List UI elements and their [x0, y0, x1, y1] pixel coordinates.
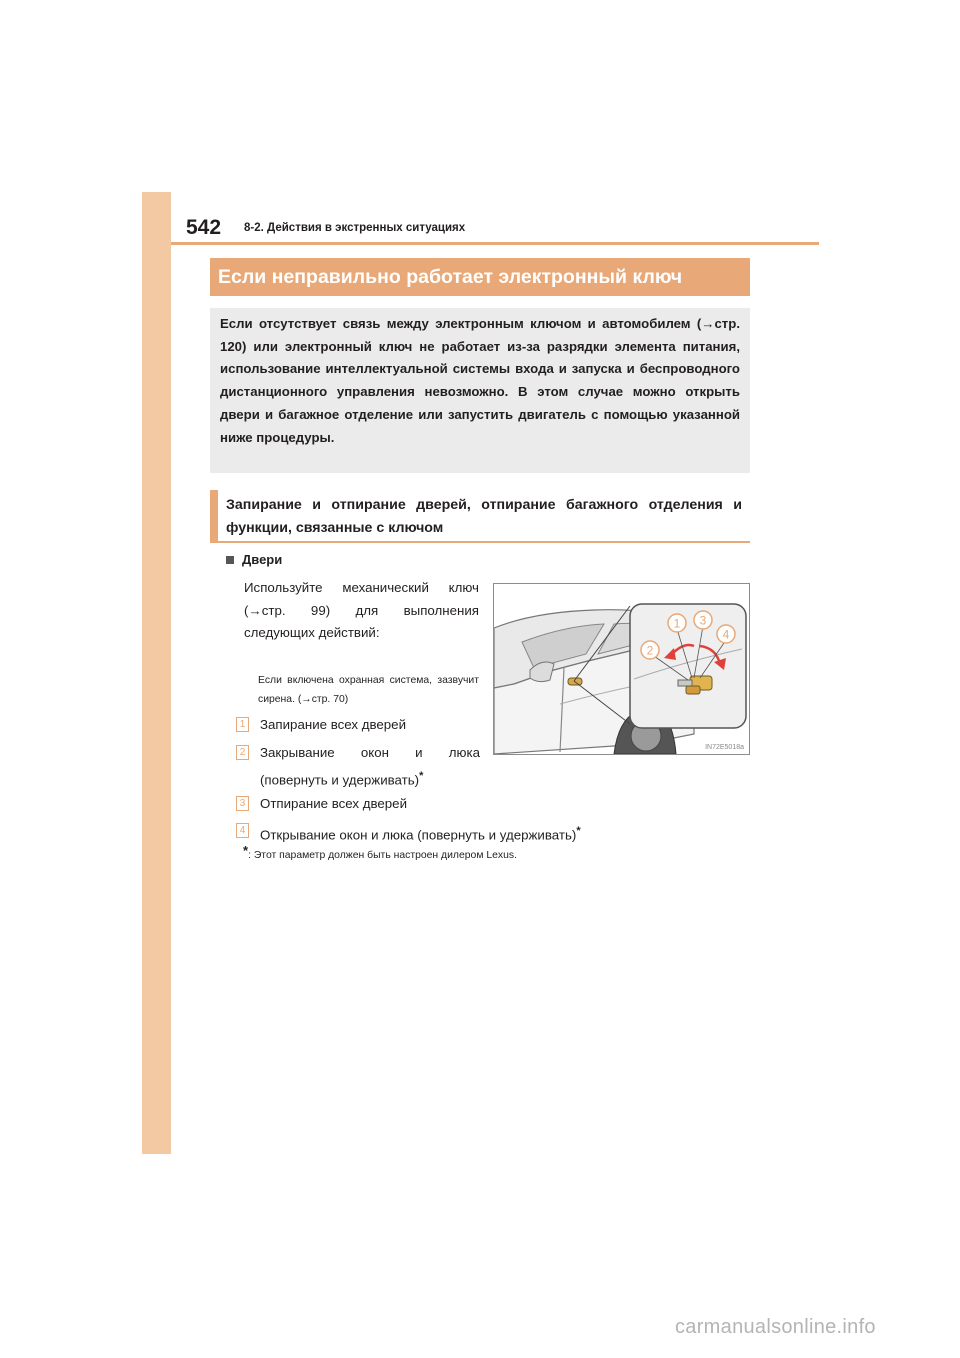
subsection-underline	[218, 541, 750, 543]
intro-box	[210, 308, 750, 473]
page-number: 542	[186, 216, 222, 239]
step-text-1: Запирание всех дверей	[260, 717, 406, 732]
subsection-heading	[210, 490, 750, 543]
watermark: carmanualsonline.info	[675, 1316, 876, 1338]
step-text-4	[260, 820, 716, 847]
car-door-illustration	[494, 584, 749, 754]
step-text-2-body: Закрывание окон и люка (повернуть и удерживать)	[260, 745, 480, 788]
callout-4	[717, 625, 735, 643]
step-2	[236, 742, 480, 790]
footnote-text: : Этот параметр должен быть настроен дилером Lexus.	[248, 850, 517, 861]
step-number-2: 2	[236, 745, 249, 760]
step-number-3: 3	[236, 796, 249, 811]
alarm-note: Если включена охранная система, зазвучит сирена. (→стр. 70)	[258, 675, 479, 705]
use-key-text: Используйте механический ключ (→стр. 99) для выполнения следующих действий:	[244, 580, 479, 641]
step-4-star: *	[576, 825, 581, 837]
step-text-2	[260, 742, 480, 792]
footnote-star: *	[243, 843, 249, 858]
step-4	[236, 820, 716, 844]
figure-code: IN72E5018a	[705, 744, 744, 751]
doors-heading-text: Двери	[242, 552, 283, 567]
callout-3-label: 3	[699, 613, 707, 628]
section-label: 8-2. Действия в экстренных ситуациях	[244, 222, 466, 234]
intro-text: Если отсутствует связь между электронным ключом и автомобилем (→стр. 120) или электронный ключ не работает из-за разрядки элемента питания, использование интеллектуальной системы входа и запуска и беспроводного дистанционного управления невозможно. В этом случае можно открыть двери и багажное отделение или запустить двигатель с помощью указанной ниже процедуры.	[220, 316, 740, 445]
step-3	[236, 793, 536, 817]
step-text-4-body: Открывание окон и люка (повернуть и удерживать)	[260, 827, 577, 843]
callout-1	[668, 614, 686, 632]
step-number-4: 4	[236, 823, 249, 838]
callout-1-label: 1	[673, 616, 681, 631]
square-bullet-icon	[226, 556, 234, 564]
callout-2	[641, 641, 659, 659]
footnote	[243, 843, 517, 864]
subsection-accent	[210, 490, 218, 543]
side-color-band	[142, 192, 171, 1154]
step-text-3: Отпирание всех дверей	[260, 796, 408, 811]
header-rule	[171, 242, 819, 245]
callout-4-label: 4	[722, 627, 730, 642]
door-key-figure	[493, 583, 750, 755]
callout-2-label: 2	[646, 643, 654, 658]
callout-3	[694, 611, 712, 629]
step-1	[236, 714, 480, 738]
doors-heading	[226, 552, 282, 567]
subsection-title: Запирание и отпирание дверей, отпирание багажного отделения и функции, связанные с ключом	[226, 497, 742, 536]
step-number-1: 1	[236, 717, 249, 732]
page-title: Если неправильно работает электронный ключ	[210, 258, 750, 296]
step-2-star: *	[419, 769, 424, 782]
